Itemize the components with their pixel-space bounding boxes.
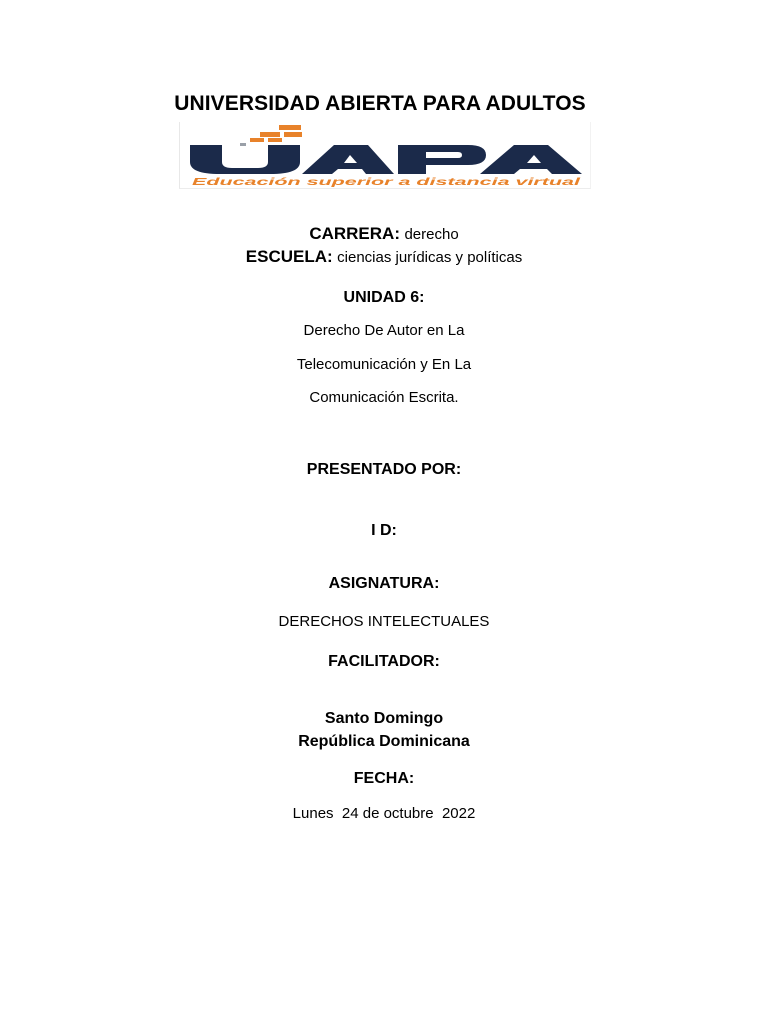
facilitador-label: FACILITADOR: — [328, 653, 440, 670]
carrera-label: CARRERA — [309, 224, 395, 243]
escuela-line — [0, 247, 768, 267]
asignatura-value: DERECHOS INTELECTUALES — [278, 613, 490, 630]
unidad-label: UNIDAD 6: — [343, 289, 425, 306]
unidad-topic-line-2: Telecomunicación y En La — [296, 356, 472, 373]
university-title: UNIVERSIDAD ABIERTA PARA ADULTOS — [174, 92, 586, 115]
fecha-label: FECHA: — [353, 770, 415, 787]
id-label: I D: — [371, 522, 397, 539]
country: República Dominicana — [298, 733, 470, 750]
carrera-value: derecho — [404, 226, 459, 243]
presentado-por-label: PRESENTADO POR: — [306, 461, 462, 478]
carrera-colon: : — [394, 224, 400, 243]
uapa-logo — [179, 122, 591, 189]
escuela-label: ESCUELA: — [245, 247, 333, 266]
fecha-value: Lunes 24 de octubre 2022 — [292, 805, 476, 822]
logo-tagline: Educación superior a distancia virtual — [192, 176, 583, 188]
unidad-topic-line-1: Derecho De Autor en La — [303, 322, 465, 339]
carrera-line — [0, 224, 768, 244]
escuela-value: ciencias jurídicas y políticas — [337, 249, 523, 266]
city: Santo Domingo — [324, 710, 444, 727]
unidad-topic-line-3: Comunicación Escrita. — [309, 389, 459, 406]
asignatura-label: ASIGNATURA: — [328, 575, 440, 592]
